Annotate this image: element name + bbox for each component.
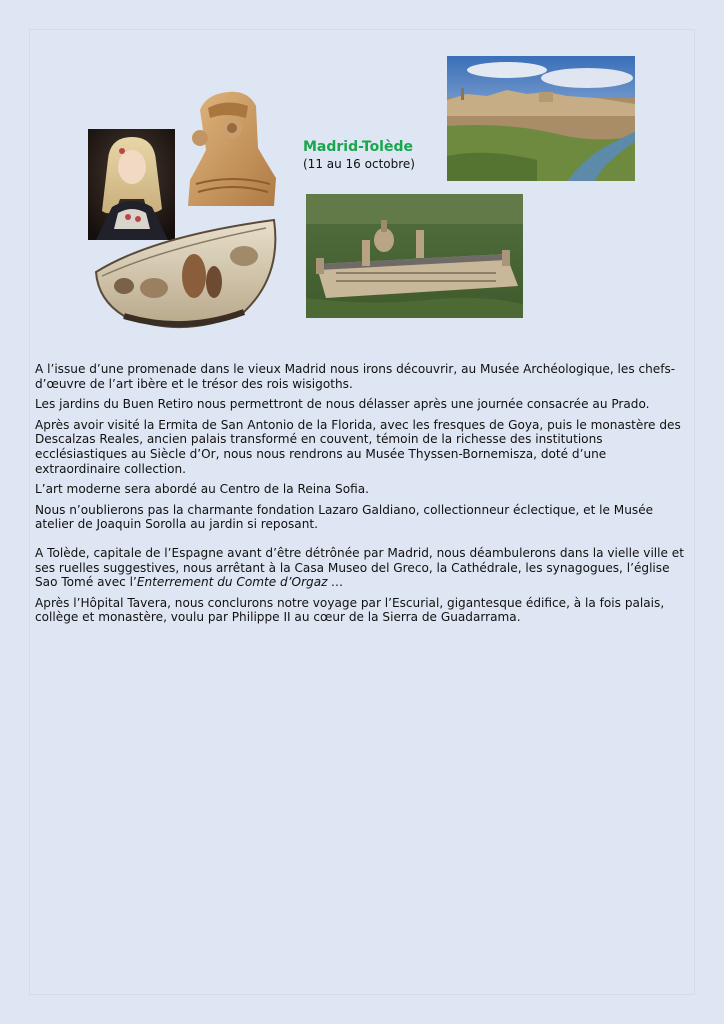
paragraph-reina-sofia: L’art moderne sera abordé au Centro de la Reina Sofia. <box>35 482 370 497</box>
paragraph-toledo <box>35 546 695 590</box>
paragraph-lazaro-galdiano: Nous n’oublierons pas la charmante fondation Lazaro Galdiano, collectionneur éclectique, et le Musée atelier de Joaquin Sorolla au jardin si reposant. <box>35 502 654 532</box>
paragraph-escurial: Après l’Hôpital Tavera, nous conclurons notre voyage par l’Escurial, gigantesque édifice, à la fois palais, collège et monastère, voulu par Philippe II au cœur de la Sierra de Guadarrama. <box>35 595 665 625</box>
paragraph-buen-retiro: Les jardins du Buen Retiro nous permettront de nous délasser après une journée consacrée au Prado. <box>35 397 650 412</box>
trip-dates: (11 au 16 octobre) <box>303 157 415 171</box>
dama-de-elche-bust-image <box>186 88 278 208</box>
paragraph-madrid-intro: A l’issue d’une promenade dans le vieux Madrid nous irons découvrir, au Musée Archéologique, les chefs-d’œuvre de l’art ibère et le trésor des rois wisigoths. <box>35 362 676 391</box>
trip-header <box>303 138 453 172</box>
escorial-monastery-image <box>306 194 523 318</box>
paragraph-toledo-text: A Tolède, capitale de l’Espagne avant d’être détrônée par Madrid, nous déambulerons dans la vielle ville et ses ruelles suggestives, nous arrêtant à la Casa Museo del Greco, la Cathédrale, les synagogues, l’église Sao Tomé avec l’ <box>35 545 684 590</box>
trip-title: Madrid-Tolède <box>303 139 413 155</box>
paragraph-ermita: Après avoir visité la Ermita de San Antonio de la Florida, avec les fresques de Goya, puis le monastère des Descalzas Reales, ancien palais transformé en couvent, témoin de la richesse des institutions ecclésiastiques au Siècle d’Or, nous nous rendrons au Musée Thyssen-Bornemisza, doté d’une extraordinaire collection. <box>35 417 681 476</box>
paragraph-toledo-italic: Enterrement du Comte d’Orgaz … <box>136 575 344 590</box>
toledo-panorama-image <box>447 56 635 181</box>
goya-fresco-dome-image <box>94 216 280 334</box>
trip-description <box>35 362 695 631</box>
